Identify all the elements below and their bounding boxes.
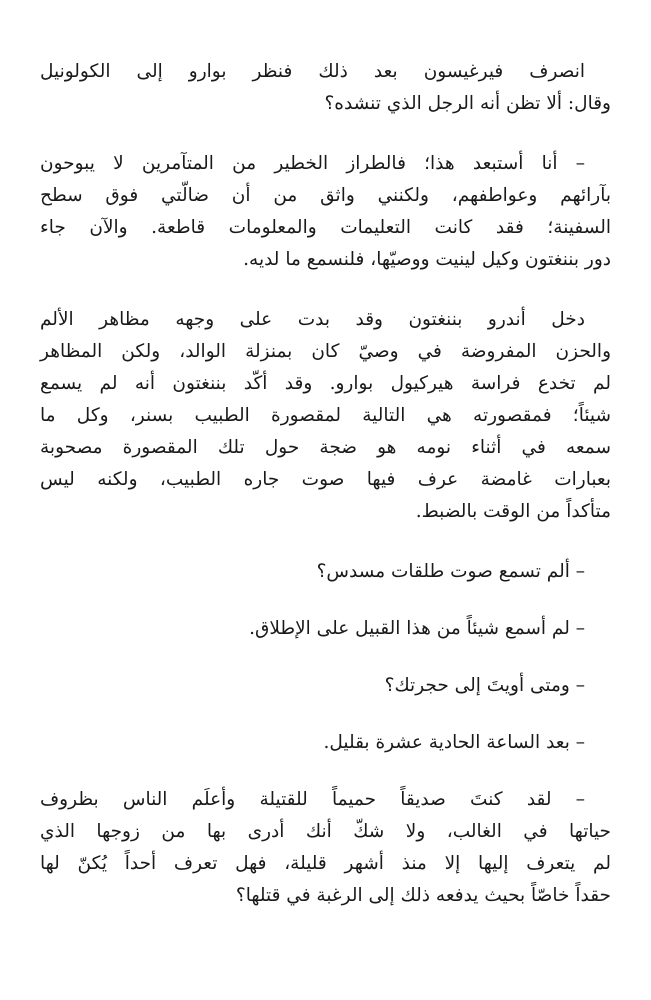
text-line: حياتها في الغالب، ولا شكّ أنك أدرى بها من زوجها الذي (40, 821, 611, 842)
text-line: وقال: ألا تظن أنه الرجل الذي تنشده؟ (324, 93, 611, 114)
paragraph-1 (40, 56, 611, 120)
paragraph-2 (40, 148, 611, 276)
text-line: السفينة؛ فقد كانت التعليمات والمعلومات قاطعة. والآن جاء (40, 217, 611, 238)
text-line: والحزن المفروضة في وصيّ كان بمنزلة الوالد، ولكن المظاهر (40, 341, 611, 362)
text-line: – أنا أستبعد هذا؛ فالطراز الخطير من المتآمرين لا يبوحون (40, 153, 585, 174)
text-line: دخل أندرو بننغتون وقد بدت على وجهه مظاهر الألم (40, 309, 585, 330)
text-line: دور بننغتون وكيل لينيت ووصيّها، فلنسمع ما لديه. (243, 249, 611, 270)
dialogue-line: – لم أسمع شيئاً من هذا القبيل على الإطلاق. (249, 618, 585, 639)
text-line: لم تخدع فراسة هيركيول بوارو. وقد أكّد بننغتون أنه لم يسمع (40, 373, 611, 394)
text-line: بآرائهم وعواطفهم، ولكنني واثق من أن ضالّتي فوق سطح (40, 185, 611, 206)
dialogue-line: – ألم تسمع صوت طلقات مسدس؟ (316, 561, 585, 582)
text-line: لم يتعرف إليها إلا منذ أشهر قليلة، فهل تعرف أحداً يُكنّ لها (40, 853, 611, 874)
text-line: سمعه في أثناء نومه هو ضجة حول تلك المقصورة مصحوبة (40, 437, 611, 458)
text-line: حقداً خاصّاً بحيث يدفعه ذلك إلى الرغبة في قتلها؟ (235, 885, 611, 906)
dialogue-line: – ومتى أويتَ إلى حجرتك؟ (384, 675, 585, 696)
paragraph-3 (40, 304, 611, 528)
text-line: بعبارات غامضة عرف فيها صوت جاره الطبيب، ولكنه ليس (40, 469, 611, 490)
text-line: انصرف فيرغيسون بعد ذلك فنظر بوارو إلى الكولونيل (40, 61, 585, 82)
dialogue-line: – بعد الساعة الحادية عشرة بقليل. (323, 732, 585, 753)
text-line: شيئاً؛ فمقصورته هي التالية لمقصورة الطبيب بسنر، وكل ما (40, 405, 611, 426)
text-line: متأكداً من الوقت بالضبط. (415, 501, 611, 522)
paragraph-final (40, 784, 611, 912)
text-line: – لقد كنتَ صديقاً حميماً للقتيلة وأعلَم الناس بظروف (40, 789, 585, 810)
